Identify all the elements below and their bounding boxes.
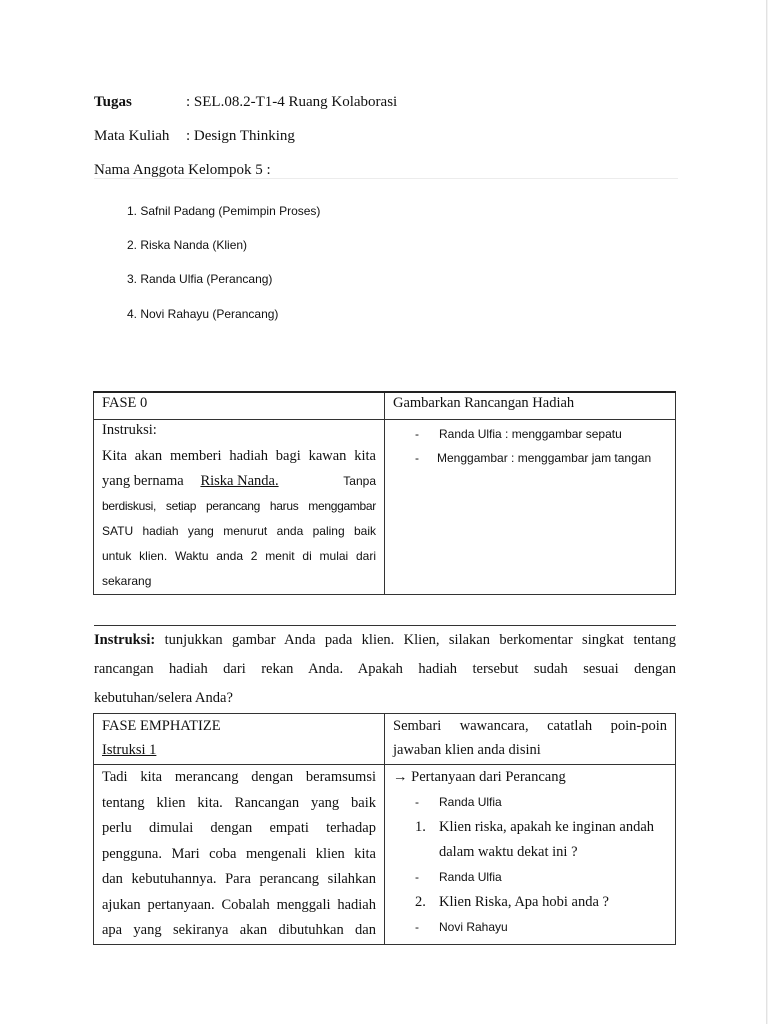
instr-line: perlu dimulai dengan empati terhadap <box>102 820 376 836</box>
phase0-left-header: FASE 0 <box>94 392 385 420</box>
question-item <box>393 815 667 840</box>
designer-name: Novi Rahayu <box>439 920 508 934</box>
phase0-table <box>93 391 676 595</box>
drawing-text: Menggambar : menggambar jam tangan <box>437 451 652 465</box>
task-row <box>94 94 397 111</box>
phase0-instructions <box>94 420 385 595</box>
course-value: : Design Thinking <box>186 128 295 144</box>
instr-line: tentang klien kita. Rancangan yang baik <box>102 794 376 811</box>
paragraph-line <box>94 626 676 655</box>
emphatize-right-header <box>385 714 676 765</box>
designer-entry: - Novi Rahayu <box>415 920 508 934</box>
members-title: Nama Anggota Kelompok 5 : <box>94 162 271 178</box>
rule-line <box>94 625 676 626</box>
question-number: 1. <box>415 819 426 835</box>
drawing-text: Randa Ulfia : menggambar sepatu <box>439 427 622 441</box>
phase0-drawings <box>385 420 676 595</box>
instr-line: pengguna. Mari coba mengenali klien kita <box>102 845 376 862</box>
instr-line <box>102 469 376 494</box>
drawing-item: - Menggambar : menggambar jam tangan <box>415 451 652 465</box>
header-line: Sembari wawancara, catatlah poin-poin <box>393 718 667 734</box>
course-row <box>94 128 295 145</box>
instruction-paragraph <box>94 626 676 713</box>
instruction-label: Instruksi: <box>94 632 156 648</box>
instr-line: dan kebutuhannya. Para perancang silahkan <box>102 871 376 887</box>
phase-title: FASE EMPHATIZE <box>102 718 221 734</box>
paragraph-line: rancangan hadiah dari rekan Anda. Apakah hadiah tersebut sudah sesuai dengan <box>94 661 676 677</box>
question-number: 2. <box>415 894 426 910</box>
divider <box>94 178 678 179</box>
designer-name: Randa Ulfia <box>439 795 502 809</box>
member-item: 4. Novi Rahayu (Perancang) <box>127 307 279 321</box>
member-item: 3. Randa Ulfia (Perancang) <box>127 272 273 286</box>
instr-line: Kita akan memberi hadiah bagi kawan kita <box>102 448 376 464</box>
designer-name: Randa Ulfia <box>439 870 502 884</box>
question-item <box>393 890 667 915</box>
emphatize-table <box>93 713 676 945</box>
designer-entry: - Randa Ulfia <box>415 870 502 884</box>
client-name: Riska Nanda. <box>200 473 279 489</box>
instr-line: Tadi kita merancang dengan beramsumsi <box>102 769 376 785</box>
questions-title: → Pertanyaan dari Perancang <box>393 769 566 785</box>
emphatize-notes <box>385 765 676 945</box>
question-continuation: dalam waktu dekat ini ? <box>439 844 578 860</box>
instr-text: Tanpa <box>343 474 376 488</box>
question-text: Klien Riska, Apa hobi anda ? <box>439 894 609 910</box>
instr-line: untuk klien. Waktu anda 2 menit di mulai dari <box>102 549 376 563</box>
paragraph-text: tunjukkan gambar Anda pada klien. Klien, silakan berkomentar singkat tentang <box>164 632 677 648</box>
instr-line: ajukan pertanyaan. Cobalah menggali hadiah <box>102 896 376 913</box>
designer-entry: - Randa Ulfia <box>415 795 502 809</box>
drawing-item: - Randa Ulfia : menggambar sepatu <box>415 427 622 441</box>
member-item: 1. Safnil Padang (Pemimpin Proses) <box>127 204 321 218</box>
emphatize-instructions <box>94 765 385 945</box>
instr-line: berdiskusi, setiap perancang harus menggambar <box>102 499 376 513</box>
question-text: Klien riska, apakah ke inginan andah <box>439 819 655 835</box>
phase0-right-header: Gambarkan Rancangan Hadiah <box>385 392 676 420</box>
task-value: : SEL.08.2-T1-4 Ruang Kolaborasi <box>186 94 398 110</box>
instr-line: sekarang <box>102 574 152 588</box>
instruction-subtitle: Istruksi 1 <box>102 742 157 758</box>
header-line: jawaban klien anda disini <box>393 742 541 758</box>
member-item: 2. Riska Nanda (Klien) <box>127 238 248 252</box>
emphatize-left-header <box>94 714 385 765</box>
instr-label: Instruksi: <box>102 422 157 438</box>
instr-line: SATU hadiah yang menurut anda paling baik <box>102 524 376 538</box>
course-key: Mata Kuliah <box>94 128 170 144</box>
task-key: Tugas <box>94 94 132 110</box>
paragraph-line: kebutuhan/selera Anda? <box>94 690 233 706</box>
instr-line: apa yang sekiranya akan dibutuhkan dan <box>102 922 376 938</box>
instr-text: yang bernama <box>102 473 184 489</box>
